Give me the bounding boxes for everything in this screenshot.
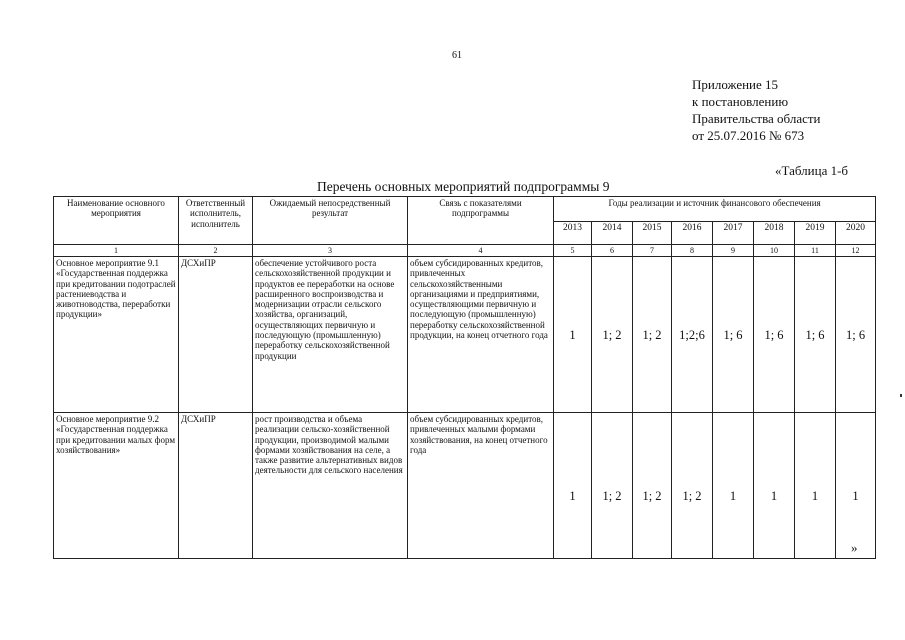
appendix-line: к постановлению <box>692 94 789 109</box>
activity-name: Основное мероприятие 9.2 «Государственная поддержка при кредитовании малых форм хозяйствования» <box>54 413 179 559</box>
header-link: Связь с показателями подпрограммы <box>408 197 554 245</box>
year-source-cell: 1; 6 <box>795 257 836 413</box>
year-source-cell: 1; 2 <box>672 413 713 559</box>
year-source-cell: 1; 6 <box>754 257 795 413</box>
column-number: 2 <box>179 245 253 257</box>
column-number: 9 <box>713 245 754 257</box>
year-source-cell: 1;2;6 <box>672 257 713 413</box>
year-source-cell: 1 <box>713 413 754 559</box>
appendix-line: от 25.07.2016 № 673 <box>692 128 805 143</box>
header-result: Ожидаемый непосредственный результат <box>253 197 408 245</box>
table-row <box>54 413 876 559</box>
header-year: 2014 <box>592 222 633 245</box>
year-source-cell: 1; 2 <box>633 413 672 559</box>
activity-indicator-link: объем субсидированных кредитов, привлеченных сельскохозяйственными организациями и предприятиями, осуществляющими первичную и последующую (промышленную) переработку сельскохозяйственной продукции, на конец отчетного года <box>408 257 554 413</box>
column-number: 11 <box>795 245 836 257</box>
closing-quote: » <box>851 540 858 555</box>
header-year: 2013 <box>554 222 592 245</box>
document-title: Перечень основных мероприятий подпрограммы 9 <box>317 179 610 194</box>
header-year: 2017 <box>713 222 754 245</box>
column-number: 7 <box>633 245 672 257</box>
appendix-block <box>692 76 821 144</box>
year-source-cell: 1 <box>554 257 592 413</box>
activity-result: обеспечение устойчивого роста сельскохозяйственной продукции и продуктов ее переработки на основе расширенного воспроизводства и модернизации отрасли сельского хозяйства, организаций, осуществляющих первичную и последующую (промышленную) переработку сельскохозяйственной продукции <box>253 257 408 413</box>
header-year: 2016 <box>672 222 713 245</box>
activity-name: Основное мероприятие 9.1 «Государственная поддержка при кредитовании подотраслей растениеводства и животноводства, переработки продукции» <box>54 257 179 413</box>
year-source-cell: 1; 2 <box>592 257 633 413</box>
column-number: 4 <box>408 245 554 257</box>
year-source-cell: 1 <box>836 413 876 559</box>
year-source-cell: 1; 6 <box>713 257 754 413</box>
activities-table <box>53 196 876 559</box>
table-row <box>54 257 876 413</box>
year-source-cell: 1; 6 <box>836 257 876 413</box>
header-years-group: Годы реализации и источник финансового обеспечения <box>554 197 876 222</box>
year-source-cell: 1 <box>554 413 592 559</box>
appendix-line: Правительства области <box>692 111 821 126</box>
column-number: 10 <box>754 245 795 257</box>
column-number: 1 <box>54 245 179 257</box>
header-year: 2019 <box>795 222 836 245</box>
header-year: 2015 <box>633 222 672 245</box>
activity-result: рост производства и объема реализации сельско-хозяйственной продукции, производимой малыми формами хозяйствования на селе, а также развитие альтернативных видов деятельности для сельского населения <box>253 413 408 559</box>
column-number: 8 <box>672 245 713 257</box>
header-name: Наименование основного мероприятия <box>54 197 179 245</box>
page-number: 61 <box>452 50 462 61</box>
column-number: 3 <box>253 245 408 257</box>
activity-indicator-link: объем субсидированных кредитов, привлеченных малыми формами хозяйствования, на конец отчетного года <box>408 413 554 559</box>
activity-executor: ДСХиПР <box>179 413 253 559</box>
column-number: 5 <box>554 245 592 257</box>
scan-speck <box>900 394 902 397</box>
year-source-cell: 1 <box>754 413 795 559</box>
column-number: 12 <box>836 245 876 257</box>
header-year: 2020 <box>836 222 876 245</box>
year-source-cell: 1; 2 <box>633 257 672 413</box>
year-source-cell: 1; 2 <box>592 413 633 559</box>
header-year: 2018 <box>754 222 795 245</box>
table-reference: «Таблица 1-б <box>775 163 849 178</box>
header-executor: Ответственный исполнитель, исполнитель <box>179 197 253 245</box>
activity-executor: ДСХиПР <box>179 257 253 413</box>
year-source-cell: 1 <box>795 413 836 559</box>
column-number: 6 <box>592 245 633 257</box>
appendix-line: Приложение 15 <box>692 77 779 92</box>
